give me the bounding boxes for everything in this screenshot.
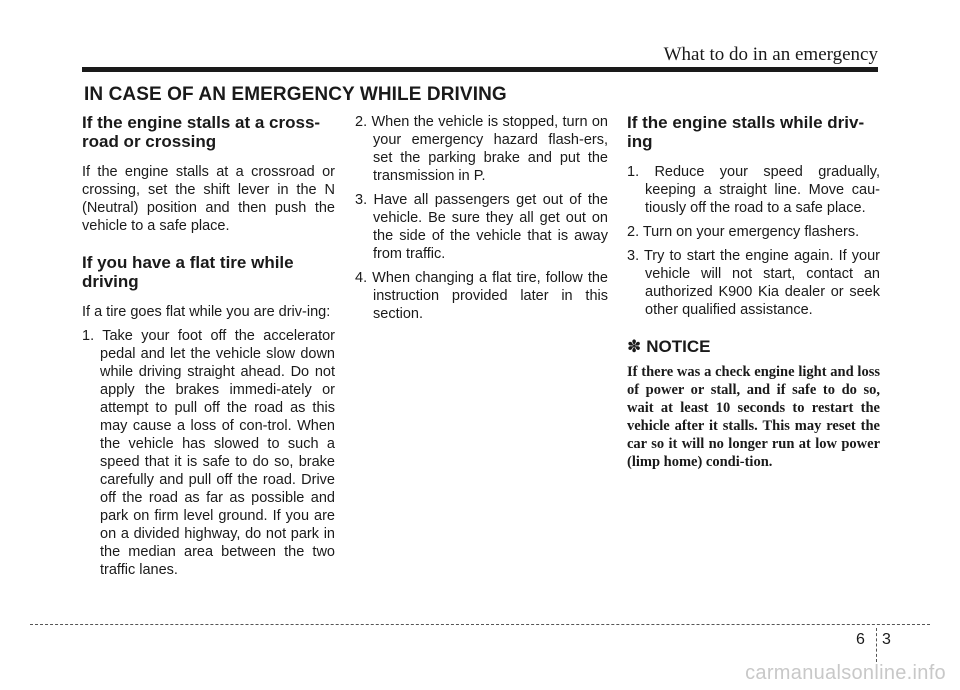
running-head: What to do in an emergency xyxy=(663,44,878,65)
paragraph-flat-tire-intro: If a tire goes flat while you are driv-ing: xyxy=(82,304,331,320)
flat-tire-steps-part2 xyxy=(355,113,608,323)
heading-engine-stalls-driving: If the engine stalls while driv-ing xyxy=(627,113,865,151)
engine-stall-steps xyxy=(627,163,880,319)
page-number: 3 xyxy=(882,631,891,648)
notice-heading xyxy=(627,337,880,357)
list-item: 4. When changing a flat tire, follow the instruction provided later in this section. xyxy=(355,270,608,322)
column-1 xyxy=(82,113,335,597)
header-rule xyxy=(82,67,878,72)
heading-engine-stalls-crossroad: If the engine stalls at a cross-road or crossing xyxy=(82,113,321,151)
notice-body: If there was a check engine light and loss of power or stall, and if safe to do so, wait at least 10 seconds to restart the vehicle after it stalls. This may reset the car so it will no longer run at low power (limp home) condi-tion. xyxy=(627,364,880,470)
list-item: 2. Turn on your emergency flashers. xyxy=(627,224,860,240)
list-item: 3. Have all passengers get out of the vehicle. Be sure they all get out on the side of the vehicle that is away from traffic. xyxy=(355,192,608,262)
section-title: IN CASE OF AN EMERGENCY WHILE DRIVING xyxy=(84,84,507,105)
notice-label: NOTICE xyxy=(646,337,711,356)
watermark: carmanualsonline.info xyxy=(745,662,946,684)
list-item: 1. Take your foot off the accelerator pedal and let the vehicle slow down while driving straight ahead. Do not apply the brakes immedi-ately or attempt to pull off the road as this may cause a loss of con-trol. When the vehicle has slowed to such a speed that it is safe to do so, brake carefully and pull off the road. Drive off the road as far as possible and park on firm level ground. If you are on a divided highway, do not park in the median area between the two traffic lanes. xyxy=(82,328,335,578)
asterisk-icon: ✽ xyxy=(627,337,642,356)
chapter-number: 6 xyxy=(856,631,865,648)
list-item: 3. Try to start the engine again. If your vehicle will not start, contact an authorized K900 Kia dealer or seek other qualified assistance. xyxy=(627,248,880,318)
page-divider xyxy=(876,628,877,662)
list-item: 1. Reduce your speed gradually, keeping a straight line. Move cau-tiously off the road to a safe place. xyxy=(627,164,880,216)
column-3 xyxy=(627,113,880,471)
column-2 xyxy=(355,113,608,341)
heading-flat-tire: If you have a flat tire while driving xyxy=(82,253,294,291)
flat-tire-steps-part1 xyxy=(82,327,335,579)
list-item: 2. When the vehicle is stopped, turn on your emergency hazard flash-ers, set the parking brake and put the transmission in P. xyxy=(355,114,608,184)
footer-rule xyxy=(30,624,930,625)
paragraph-crossroad: If the engine stalls at a crossroad or crossing, set the shift lever in the N (Neutral) position and then push the vehicle to a safe place. xyxy=(82,164,335,234)
